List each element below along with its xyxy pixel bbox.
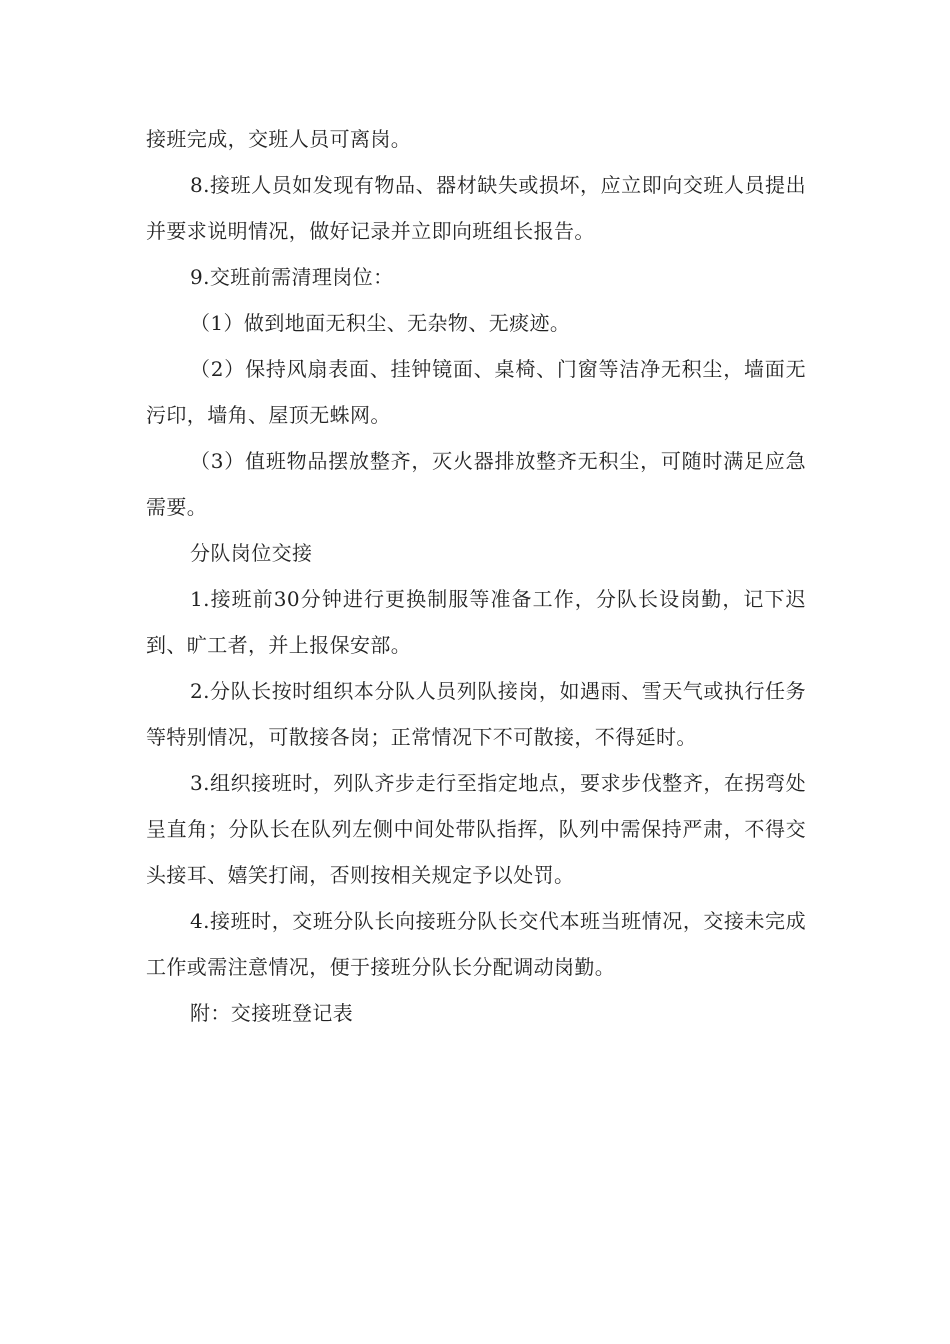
paragraph-squad-item-3: 3.组织接班时，列队齐步走行至指定地点，要求步伐整齐，在拐弯处呈直角；分队长在队列左侧中间处带队指挥，队列中需保持严肃，不得交头接耳、嬉笑打闹，否则按相关规定予以处罚。	[146, 771, 806, 887]
paragraph-item-9: 9.交班前需清理岗位：	[190, 265, 394, 289]
paragraph-sub-item-1: （1）做到地面无积尘、无杂物、无痰迹。	[190, 311, 571, 335]
paragraph-squad-item-1: 1.接班前30分钟进行更换制服等准备工作，分队长设岗勤，记下迟到、旷工者，并上报保安部。	[146, 587, 806, 657]
paragraph-squad-item-2: 2.分队长按时组织本分队人员列队接岗，如遇雨、雪天气或执行任务等特别情况，可散接各岗；正常情况下不可散接，不得延时。	[146, 679, 806, 749]
paragraph-item-8: 8.接班人员如发现有物品、器材缺失或损坏，应立即向交班人员提出并要求说明情况，做好记录并立即向班组长报告。	[146, 173, 806, 243]
paragraph-squad-item-4: 4.接班时，交班分队长向接班分队长交代本班当班情况，交接未完成工作或需注意情况，便于接班分队长分配调动岗勤。	[146, 909, 806, 979]
paragraph-handover-complete: 接班完成，交班人员可离岗。	[146, 127, 412, 151]
paragraph-sub-item-3: （3）值班物品摆放整齐，灭火器排放整齐无积尘，可随时满足应急需要。	[146, 449, 806, 519]
paragraph-attachment-note: 附：交接班登记表	[190, 1001, 354, 1025]
section-heading-squad-handover: 分队岗位交接	[190, 541, 313, 565]
paragraph-sub-item-2: （2）保持风扇表面、挂钟镜面、桌椅、门窗等洁净无积尘，墙面无污印，墙角、屋顶无蛛网。	[146, 357, 806, 427]
document-body	[146, 116, 806, 1036]
